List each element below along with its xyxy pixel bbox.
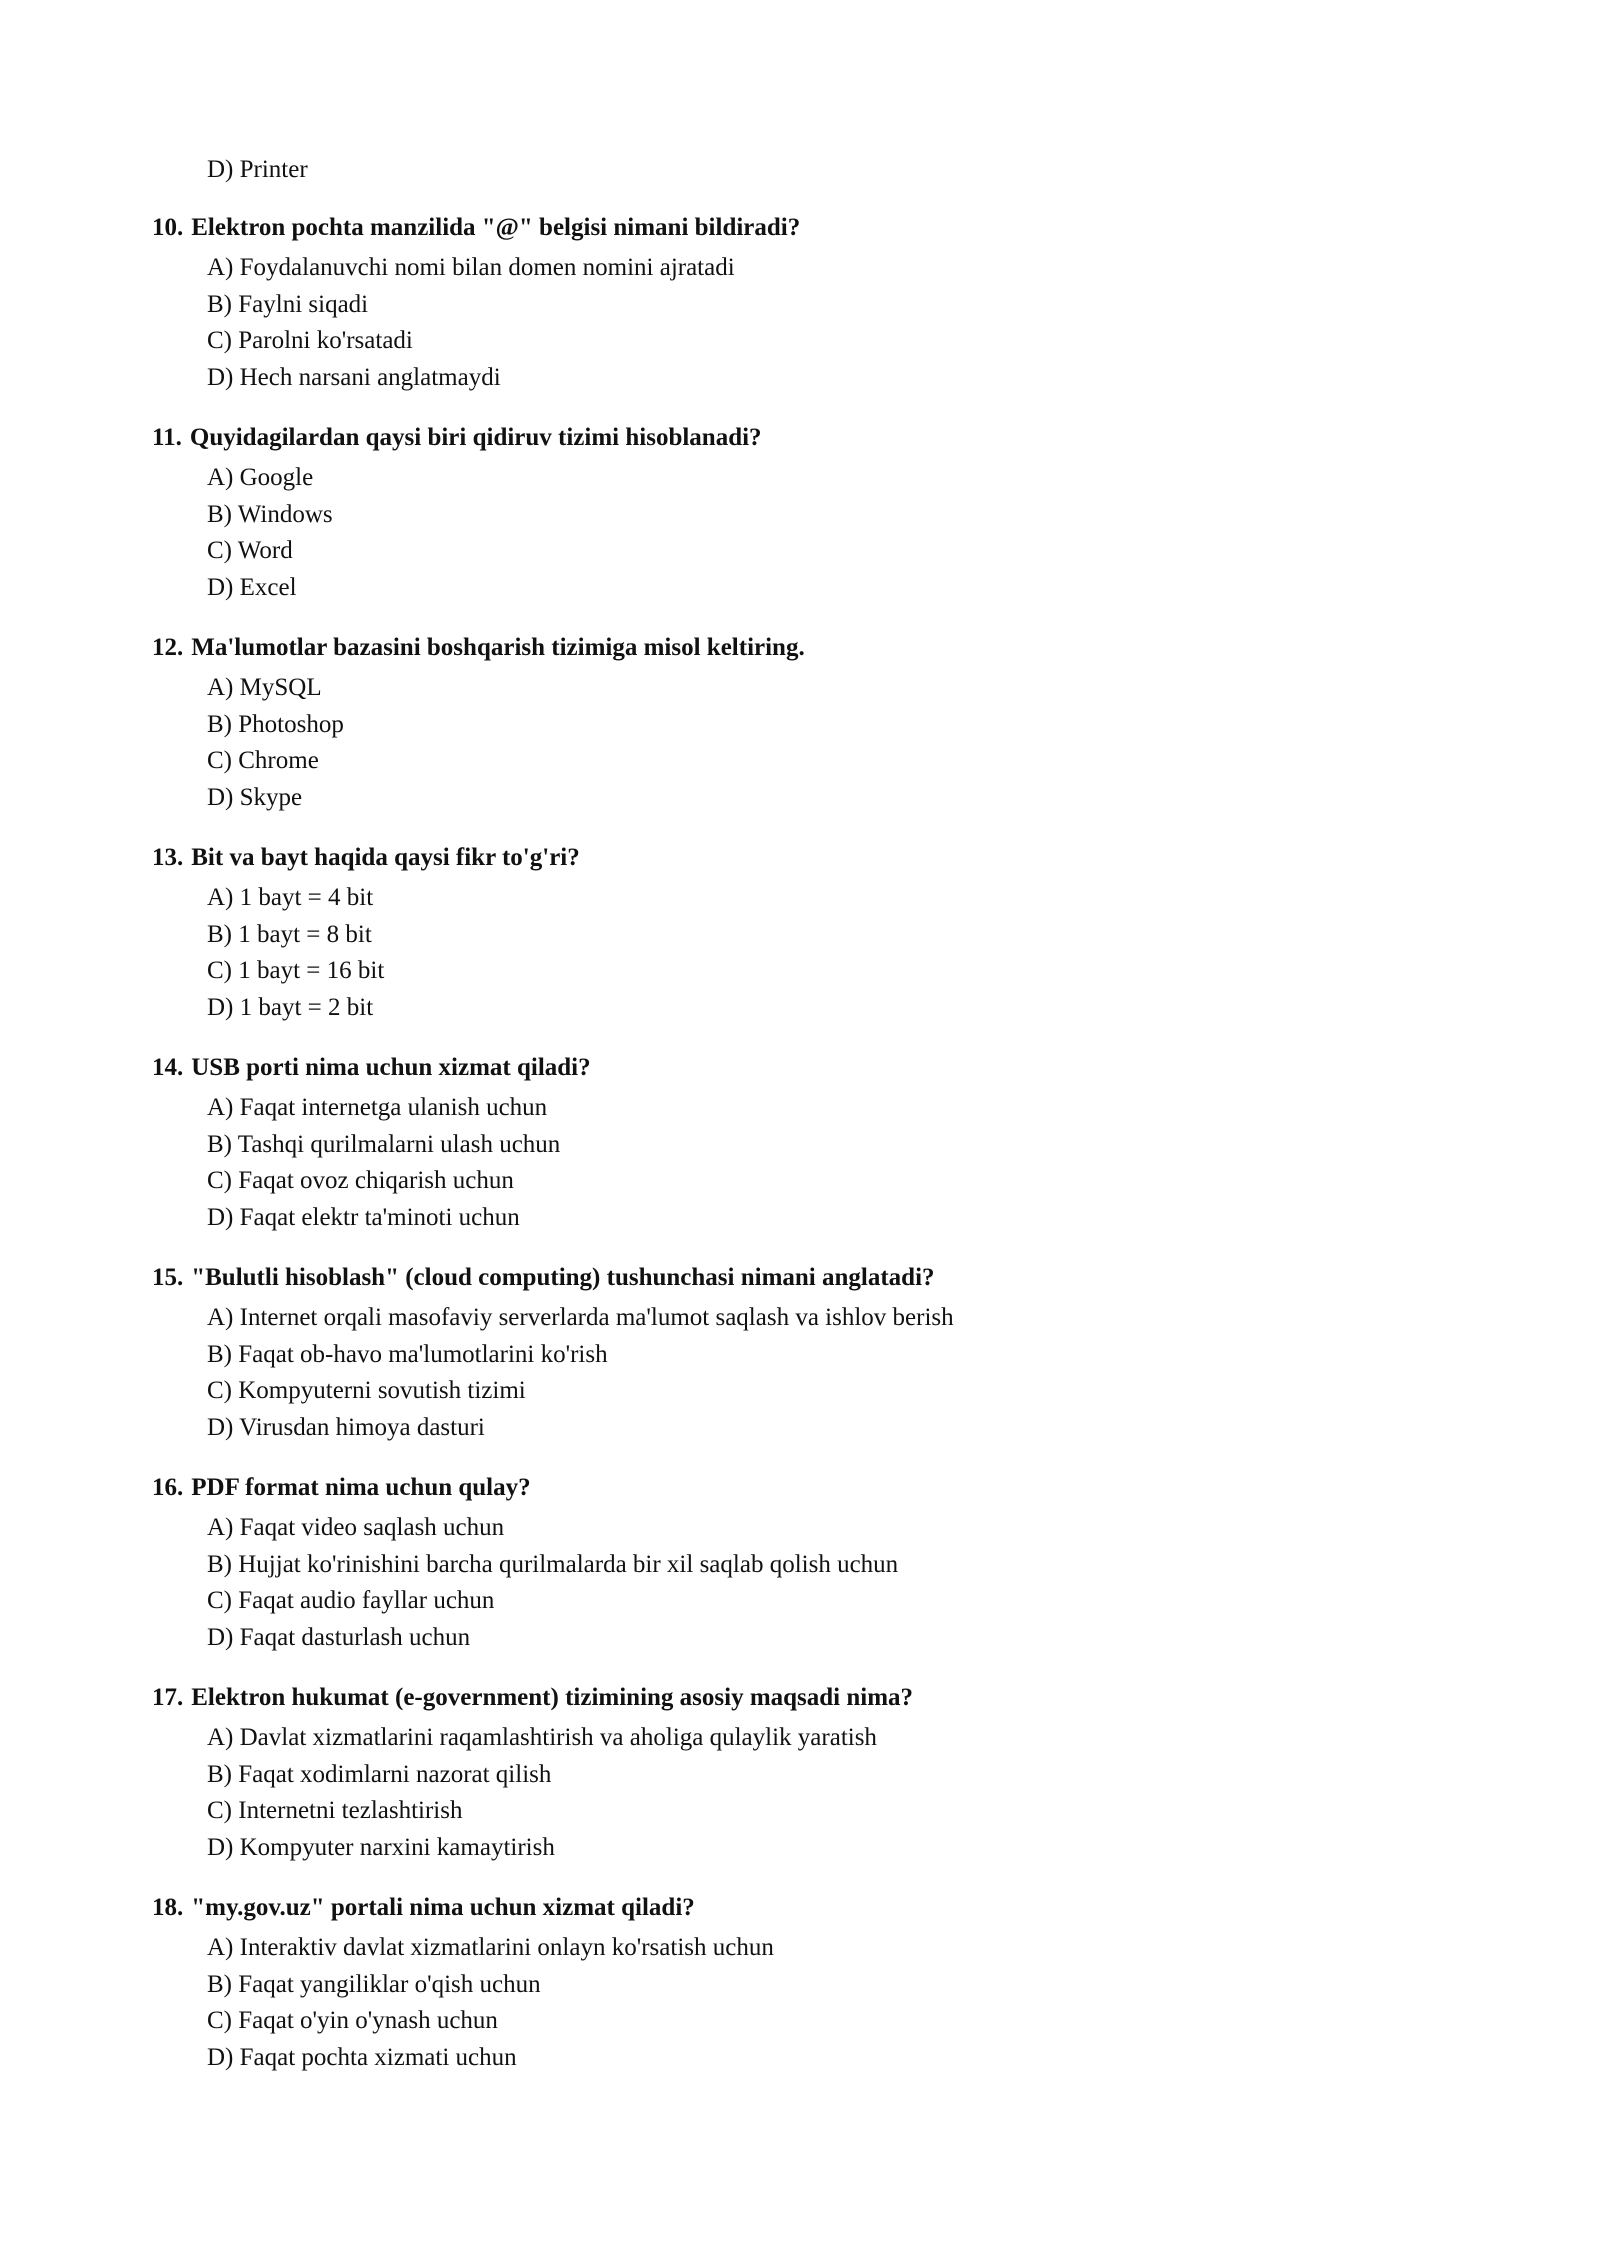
option-c: C) Parolni ko'rsatadi [207,327,413,354]
option-list [152,1720,1452,1866]
question-18 [152,1890,1452,2100]
question-title [152,840,1452,880]
option-list [152,1510,1452,1656]
question-number: 13. [152,844,184,871]
question-text: USB porti nima uchun xizmat qiladi? [191,1054,591,1081]
option-a: A) Davlat xizmatlarini raqamlashtirish va aholiga qulaylik yaratish [207,1724,877,1751]
option-d: D) Virusdan himoya dasturi [207,1413,485,1441]
option-c: C) Word [207,537,293,564]
question-number: 12. [152,634,184,661]
option-a: A) Internet orqali masofaviy serverlarda ma'lumot saqlash va ishlov berish [207,1304,954,1331]
option-a: A) Faqat internetga ulanish uchun [207,1094,548,1121]
question-number: 16. [152,1474,184,1501]
option-d: D) Hech narsani anglatmaydi [207,363,501,391]
option-b: B) Hujjat ko'rinishini barcha qurilmalarda bir xil saqlab qolish uchun [207,1550,899,1578]
option-d: D) Faqat dasturlash uchun [207,1623,471,1651]
option-list [152,1300,1452,1446]
option-b: B) Faqat ob-havo ma'lumotlarini ko'rish [207,1340,608,1368]
question-text: PDF format nima uchun qulay? [191,1474,531,1501]
question-title [152,420,1452,460]
option-d: D) Faqat elektr ta'minoti uchun [207,1203,520,1231]
question-text: "my.gov.uz" portali nima uchun xizmat qiladi? [191,1894,695,1921]
question-number: 11. [152,424,182,451]
option-c: C) Chrome [207,747,319,774]
question-15 [152,1260,1452,1470]
option-c: C) Internetni tezlashtirish [207,1797,463,1824]
question-number: 17. [152,1684,184,1711]
option-d: D) Kompyuter narxini kamaytirish [207,1833,555,1861]
option-d: D) Skype [207,783,303,811]
question-number: 10. [152,214,184,241]
option-list [152,1930,1452,2076]
question-13 [152,840,1452,1050]
option-c: C) Faqat o'yin o'ynash uchun [207,2007,498,2034]
option-c: C) 1 bayt = 16 bit [207,957,385,984]
question-title [152,210,1452,250]
option-a: A) MySQL [207,674,322,701]
option-a: A) Foydalanuvchi nomi bilan domen nomini ajratadi [207,254,735,281]
question-11 [152,420,1452,630]
question-title [152,1470,1452,1510]
option-d: D) 1 bayt = 2 bit [207,993,374,1021]
question-title [152,630,1452,670]
question-list [152,210,1452,2100]
question-10 [152,210,1452,420]
question-14 [152,1050,1452,1260]
question-text: Elektron pochta manzilida "@" belgisi nimani bildiradi? [191,214,801,241]
option-b: B) Photoshop [207,710,344,738]
option-d: D) Faqat pochta xizmati uchun [207,2043,517,2071]
option-b: B) Windows [207,500,333,528]
question-title [152,1050,1452,1090]
option-c: C) Kompyuterni sovutish tizimi [207,1377,526,1404]
option-b: B) Faqat xodimlarni nazorat qilish [207,1760,552,1788]
option-list [152,880,1452,1026]
question-title [152,1680,1452,1720]
option-c: C) Faqat ovoz chiqarish uchun [207,1167,514,1194]
question-title [152,1260,1452,1300]
question-title [152,1890,1452,1930]
question-number: 15. [152,1264,184,1291]
option-d: D) Excel [207,573,297,601]
option-list [152,1090,1452,1236]
option-list [152,460,1452,606]
question-text: Ma'lumotlar bazasini boshqarish tizimiga misol keltiring. [191,634,805,661]
option-b: B) 1 bayt = 8 bit [207,920,372,948]
option-a: A) 1 bayt = 4 bit [207,884,374,911]
option-a: A) Faqat video saqlash uchun [207,1514,505,1541]
question-17 [152,1680,1452,1890]
carry-over-option: D) Printer [207,156,308,183]
option-b: B) Faqat yangiliklar o'qish uchun [207,1970,541,1998]
option-list [152,250,1452,396]
option-c: C) Faqat audio fayllar uchun [207,1587,495,1614]
question-12 [152,630,1452,840]
question-text: Bit va bayt haqida qaysi fikr to'g'ri? [191,844,580,871]
question-16 [152,1470,1452,1680]
option-b: B) Tashqi qurilmalarni ulash uchun [207,1130,561,1158]
question-text: Quyidagilardan qaysi biri qidiruv tizimi hisoblanadi? [189,424,762,451]
question-text: "Bulutli hisoblash" (cloud computing) tushunchasi nimani anglatadi? [191,1264,935,1291]
option-b: B) Faylni siqadi [207,290,369,318]
question-number: 14. [152,1054,184,1081]
option-list [152,670,1452,816]
option-a: A) Interaktiv davlat xizmatlarini onlayn ko'rsatish uchun [207,1934,774,1961]
question-text: Elektron hukumat (e-government) tizimining asosiy maqsadi nima? [191,1684,914,1711]
question-number: 18. [152,1894,184,1921]
option-a: A) Google [207,464,314,491]
